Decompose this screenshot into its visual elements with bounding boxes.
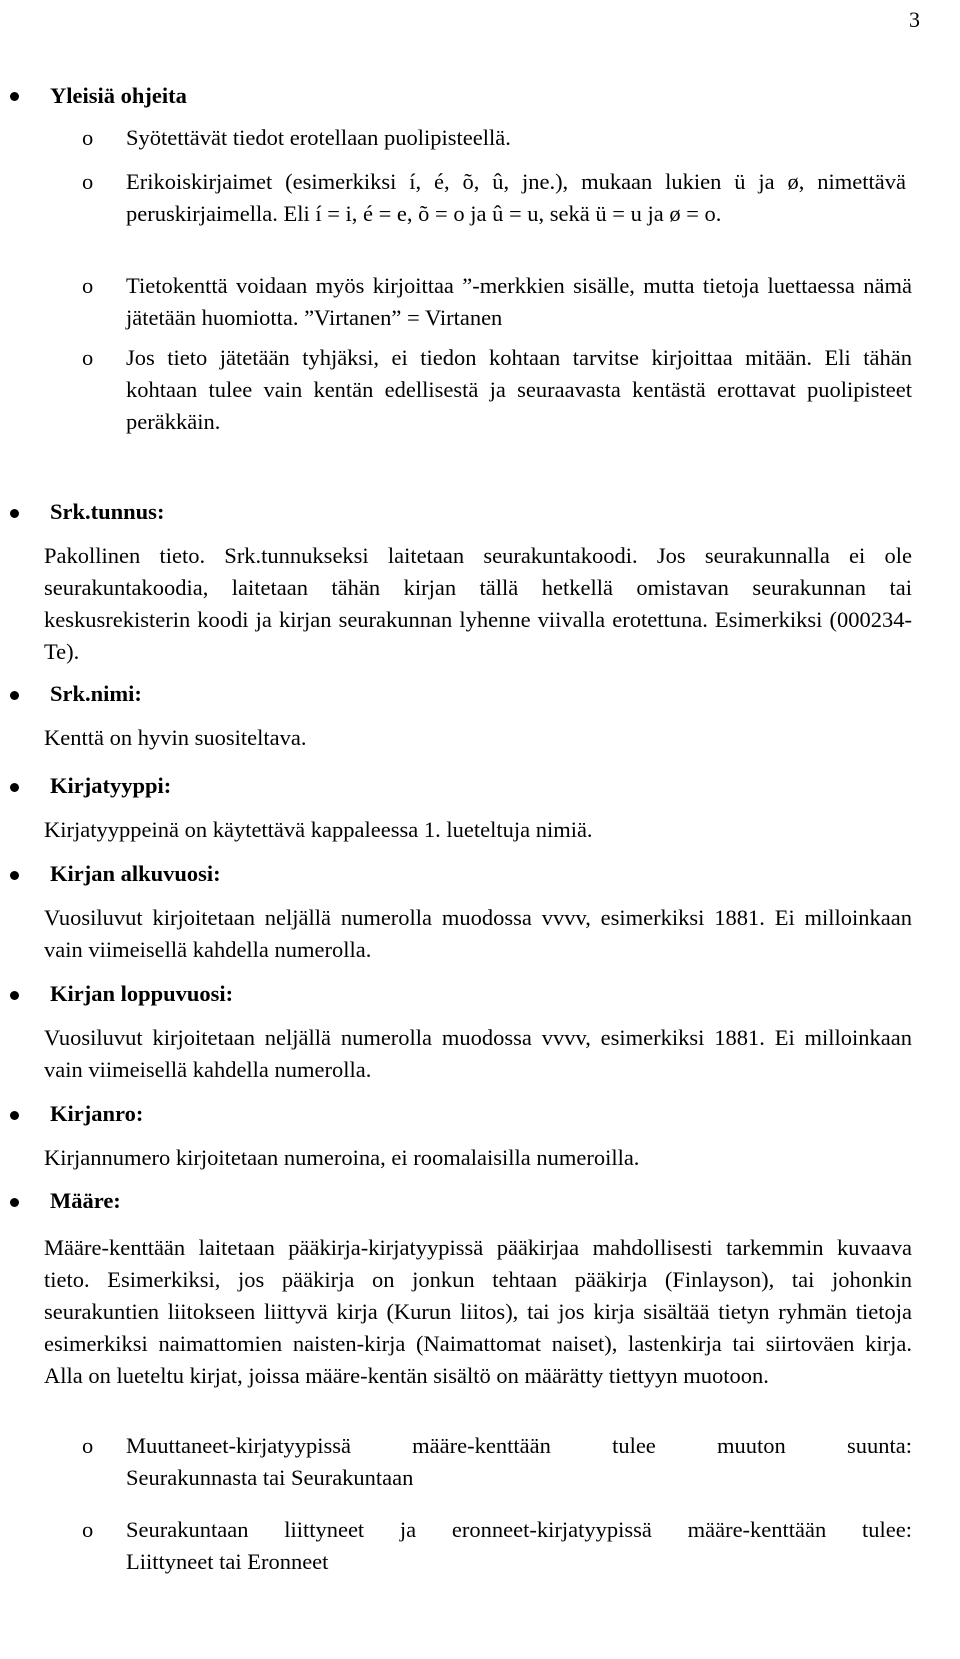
bullet-icon xyxy=(10,92,19,101)
sub-bullet-marker: o xyxy=(82,169,94,194)
sub-bullet-marker: o xyxy=(82,1517,94,1542)
bullet-icon xyxy=(10,691,19,700)
bullet-icon xyxy=(10,1198,19,1207)
field-heading-srk-tunnus: Srk.tunnus: xyxy=(50,499,165,524)
field-heading-srk-nimi: Srk.nimi: xyxy=(50,681,142,706)
field-heading-kirjan-loppuvuosi: Kirjan loppuvuosi: xyxy=(50,981,234,1006)
field-heading-kirjanro: Kirjanro: xyxy=(50,1101,144,1126)
bullet-icon xyxy=(10,509,19,518)
field-text-kirjatyyppi: Kirjatyyppeinä on käytettävä kappaleessa 1. lueteltuja nimiä. xyxy=(44,817,593,842)
page-number: 3 xyxy=(909,7,920,32)
field-text-kirjan-alkuvuosi: Vuosiluvut kirjoitetaan neljällä numerolla muodossa vvvv, esimerkiksi 1881. Ei milloinkaan vain viimeisellä kahdella numerolla. xyxy=(44,905,912,962)
maare-item-1-line1: Muuttaneet-kirjatyypissä määre-kenttään tulee muuton suunta: xyxy=(126,1433,912,1458)
bullet-icon xyxy=(10,1111,19,1120)
field-text-srk-nimi: Kenttä on hyvin suositeltava. xyxy=(44,725,307,750)
bullet-icon xyxy=(10,871,19,880)
bullet-icon xyxy=(10,991,19,1000)
general-item-2: Erikoiskirjaimet (esimerkiksi í, é, õ, û, jne.), mukaan lukien ü ja ø, nimettävä peruskirjaimella. Eli í = i, é = e, õ = o ja û = u, sekä ü = u ja ø = o. xyxy=(126,169,906,226)
field-heading-kirjan-alkuvuosi: Kirjan alkuvuosi: xyxy=(50,861,221,886)
field-text-kirjan-loppuvuosi: Vuosiluvut kirjoitetaan neljällä numerolla muodossa vvvv, esimerkiksi 1881. Ei milloinkaan vain viimeisellä kahdella numerolla. xyxy=(44,1025,912,1082)
field-text-srk-tunnus: Pakollinen tieto. Srk.tunnukseksi laitetaan seurakuntakoodi. Jos seurakunnalla ei ole seurakuntakoodia, laitetaan tähän kirjan tällä hetkellä omistavan seurakunnan tai keskusrekisterin koodi ja kirjan seurakunnan lyhenne viivalla erotettuna. Esimerkiksi (000234-Te). xyxy=(44,543,912,664)
general-item-3: Tietokenttä voidaan myös kirjoittaa ”-merkkien sisälle, mutta tietoja luettaessa nämä jätetään huomiotta. ”Virtanen” = Virtanen xyxy=(126,273,912,330)
section-heading-general: Yleisiä ohjeita xyxy=(50,83,187,108)
maare-item-2-line1: Seurakuntaan liittyneet ja eronneet-kirjatyypissä määre-kenttään tulee: xyxy=(126,1517,912,1542)
field-text-kirjanro: Kirjannumero kirjoitetaan numeroina, ei roomalaisilla numeroilla. xyxy=(44,1145,640,1170)
sub-bullet-marker: o xyxy=(82,125,94,150)
general-item-4: Jos tieto jätetään tyhjäksi, ei tiedon kohtaan tarvitse kirjoittaa mitään. Eli tähän kohtaan tulee vain kentän edellisestä ja seuraavasta kentästä erottavat puolipisteet peräkkäin. xyxy=(126,345,912,434)
bullet-icon xyxy=(10,783,19,792)
maare-item-2-line2: Liittyneet tai Eronneet xyxy=(126,1549,329,1574)
sub-bullet-marker: o xyxy=(82,1433,94,1458)
general-item-1: Syötettävät tiedot erotellaan puolipisteellä. xyxy=(126,125,511,150)
field-text-maare: Määre-kenttään laitetaan pääkirja-kirjatyypissä pääkirjaa mahdollisesti tarkemmin kuvaava tieto. Esimerkiksi, jos pääkirja on jonkun tehtaan pääkirja (Finlayson), tai johonkin seurakuntien liitokseen liittyvä kirja (Kurun liitos), tai jos kirja sisältää tietyn ryhmän tietoja esimerkiksi naimattomien naisten-kirja (Naimattomat naiset), lastenkirja tai siirtoväen kirja. Alla on lueteltu kirjat, joissa määre-kentän sisältö on määrätty tiettyyn muotoon. xyxy=(44,1235,912,1388)
sub-bullet-marker: o xyxy=(82,345,94,370)
field-heading-kirjatyyppi: Kirjatyyppi: xyxy=(50,773,172,798)
maare-item-1-line2: Seurakunnasta tai Seurakuntaan xyxy=(126,1465,414,1490)
field-heading-maare: Määre: xyxy=(50,1188,121,1213)
sub-bullet-marker: o xyxy=(82,273,94,298)
